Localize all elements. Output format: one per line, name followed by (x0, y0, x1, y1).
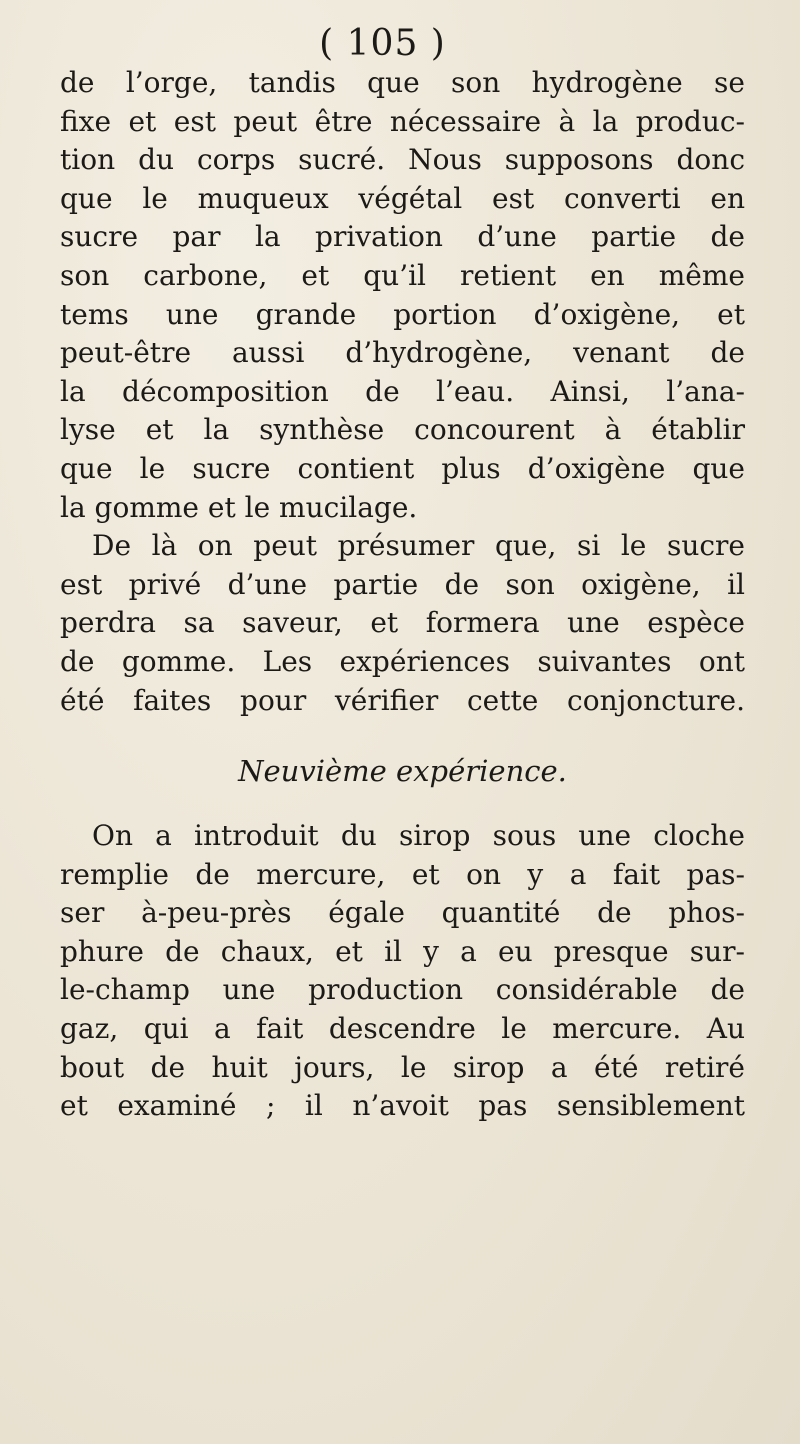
text-line: la gomme et le mucilage. (60, 490, 418, 524)
text-line: perdra sa saveur, et formera une espèce (60, 606, 745, 640)
text-line: bout de huit jours, le sirop a été retiré (60, 1050, 745, 1084)
text-line: phure de chaux, et il y a eu presque sur- (60, 934, 745, 968)
text-line: que le sucre contient plus d’oxigène que (60, 451, 745, 485)
text-line: de gomme. Les expériences suivantes ont (60, 644, 745, 678)
text-line: peut-être aussi d’hydrogène, venant de (60, 336, 745, 370)
paragraph-1 (60, 64, 745, 527)
text-line: son carbone, et qu’il retient en même (60, 258, 745, 292)
text-line: tion du corps sucré. Nous supposons donc (60, 143, 745, 177)
text-line: été faites pour vérifier cette conjoncture. (60, 683, 745, 717)
text-line: que le muqueux végétal est converti en (60, 181, 745, 215)
text-line: gaz, qui a fait descendre le mercure. Au (60, 1012, 745, 1046)
text-line: de l’orge, tandis que son hydrogène se (60, 66, 745, 99)
text-line: et examiné ; il n’avoit pas sensiblement (60, 1089, 745, 1123)
text-line: tems une grande portion d’oxigène, et (60, 297, 745, 331)
text-line: fixe et est peut être nécessaire à la produc- (60, 104, 745, 138)
text-line: est privé d’une partie de son oxigène, il (60, 567, 745, 601)
text-line: De là on peut présumer que, si le sucre (92, 529, 745, 563)
text-line: ser à-peu-près égale quantité de phos- (60, 896, 745, 930)
text-line: lyse et la synthèse concourent à établir (60, 413, 745, 447)
paragraph-2 (60, 527, 745, 720)
text-line: le-champ une production considérable de (60, 973, 745, 1007)
text-line: On a introduit du sirop sous une cloche (92, 819, 745, 853)
section-heading: Neuvième expérience. (238, 754, 567, 789)
paragraph-3 (60, 817, 745, 1126)
page-number: ( 105 ) (319, 23, 446, 64)
text-line: remplie de mercure, et on y a fait pas- (60, 857, 745, 891)
book-page (60, 24, 745, 1126)
text-line: la décomposition de l’eau. Ainsi, l’ana- (60, 374, 745, 408)
text-line: sucre par la privation d’une partie de (60, 220, 745, 254)
